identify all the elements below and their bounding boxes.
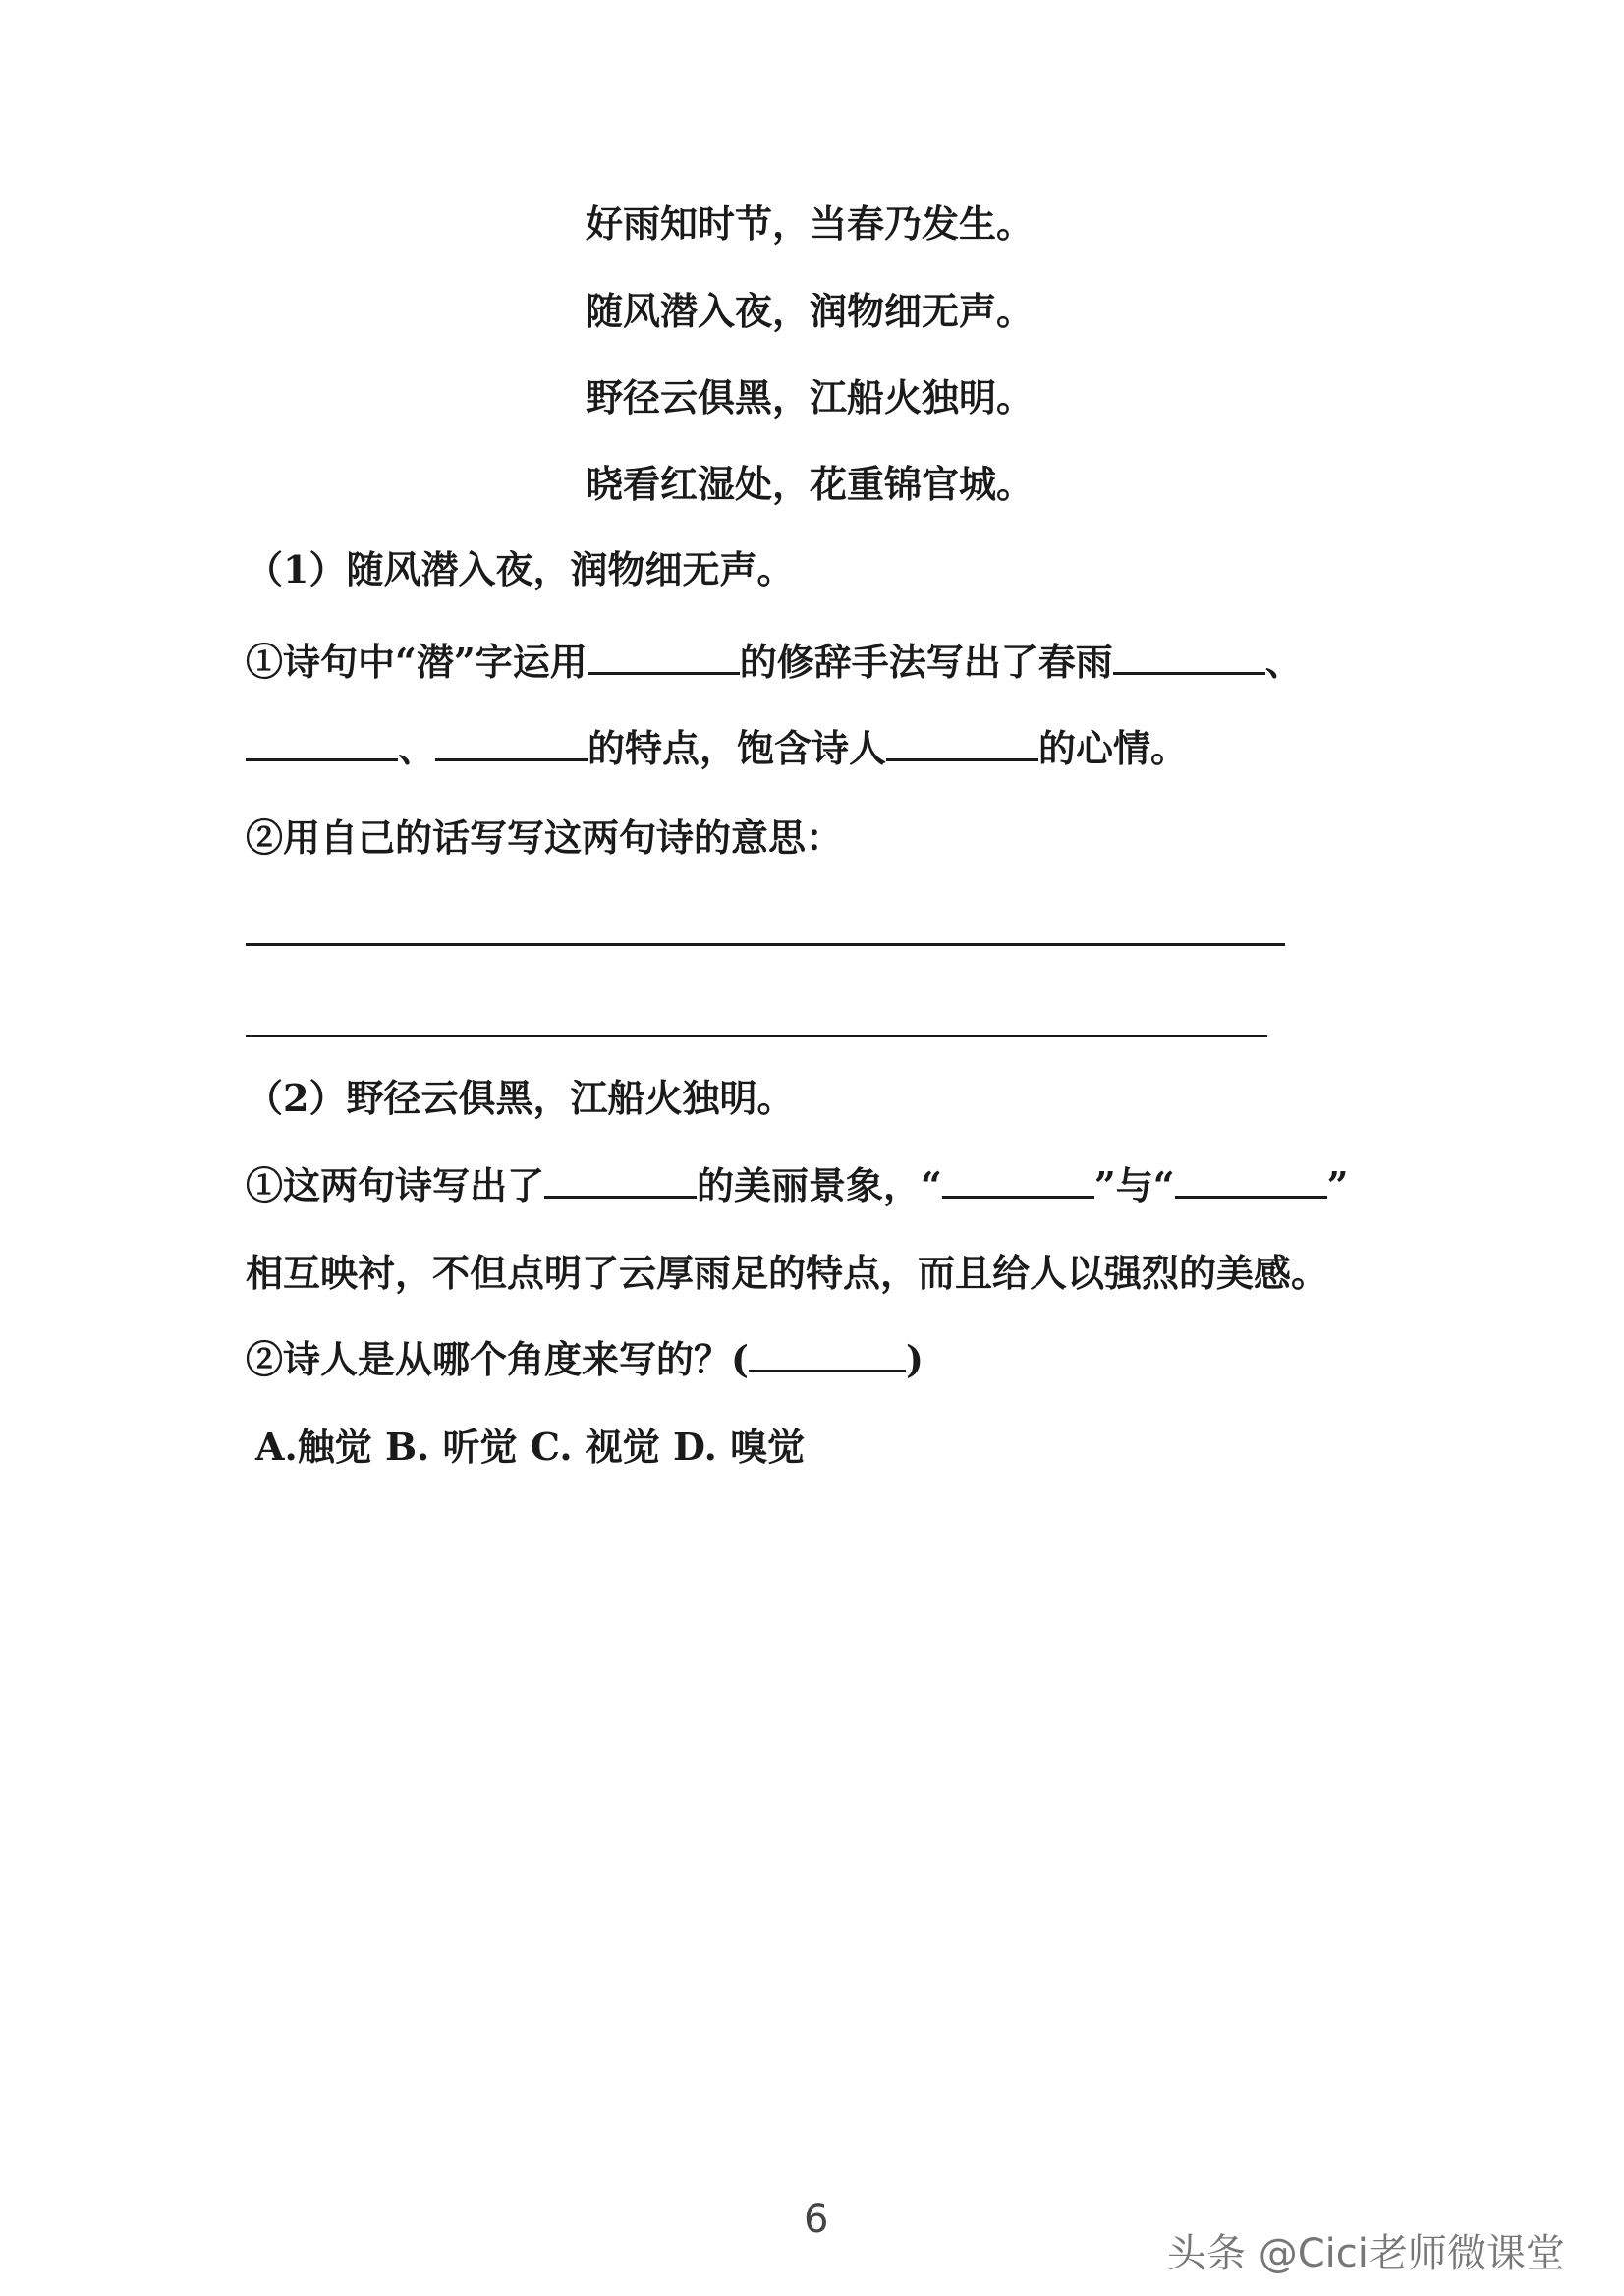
question-2-title: （2）野径云俱黑，江船火独明。 xyxy=(246,1076,795,1120)
watermark: 头条 @Cici老师微课堂 xyxy=(1167,2231,1565,2276)
question-2a-line-1 xyxy=(246,1162,1348,1209)
page-number: 6 xyxy=(804,2197,829,2242)
poem-line-3: 野径云俱黑，江船火独明。 xyxy=(586,375,1035,420)
poem-line-2: 随风潜入夜，润物细无声。 xyxy=(586,289,1035,333)
blank-field[interactable] xyxy=(588,639,740,675)
blank-field[interactable] xyxy=(544,1162,697,1199)
blank-field[interactable] xyxy=(749,1336,906,1372)
blank-field[interactable] xyxy=(942,1162,1094,1199)
question-2b-close: ) xyxy=(905,1337,924,1381)
question-1-title: （1）随风潜入夜，润物细无声。 xyxy=(246,547,795,591)
answer-line[interactable] xyxy=(246,943,1285,946)
blank-field[interactable] xyxy=(1175,1162,1327,1199)
question-2b-options: A.触觉 B. 听觉 C. 视觉 D. 嗅觉 xyxy=(255,1425,806,1469)
question-1a-text: 的修辞手法写出了春雨 xyxy=(739,640,1113,684)
question-2a-text: 的美丽景象，“ xyxy=(697,1163,942,1207)
blank-field[interactable] xyxy=(1113,639,1265,675)
question-1b-prompt: ②用自己的话写写这两句诗的意思： xyxy=(246,815,844,860)
question-2a-line-2: 相互映衬，不但点明了云厚雨足的特点，而且给人以强烈的美感。 xyxy=(246,1251,1329,1295)
blank-field[interactable] xyxy=(435,725,588,761)
poem-line-4: 晓看红湿处，花重锦官城。 xyxy=(586,462,1035,506)
question-2a-text: ”与“ xyxy=(1093,1163,1175,1207)
question-1a-line-2 xyxy=(246,725,1188,772)
question-1a-text: 、 xyxy=(1264,640,1303,684)
question-1a-line-1 xyxy=(246,639,1303,686)
question-1a-text: 、 xyxy=(398,726,436,770)
question-1a-text: 的特点，饱含诗人 xyxy=(588,726,887,770)
question-2a-text: ①这两句诗写出了 xyxy=(246,1163,545,1207)
question-1a-text: 的心情。 xyxy=(1038,726,1189,770)
question-1a-text: ①诗句中“潜”字运用 xyxy=(246,640,588,684)
answer-line[interactable] xyxy=(246,1035,1267,1037)
blank-field[interactable] xyxy=(886,725,1038,761)
question-2a-text: ” xyxy=(1326,1163,1349,1207)
blank-field[interactable] xyxy=(246,725,398,761)
question-2b-text: ②诗人是从哪个角度来写的？( xyxy=(246,1337,749,1381)
question-2b-prompt-line xyxy=(246,1336,924,1383)
poem-line-1: 好雨知时节，当春乃发生。 xyxy=(586,201,1035,246)
